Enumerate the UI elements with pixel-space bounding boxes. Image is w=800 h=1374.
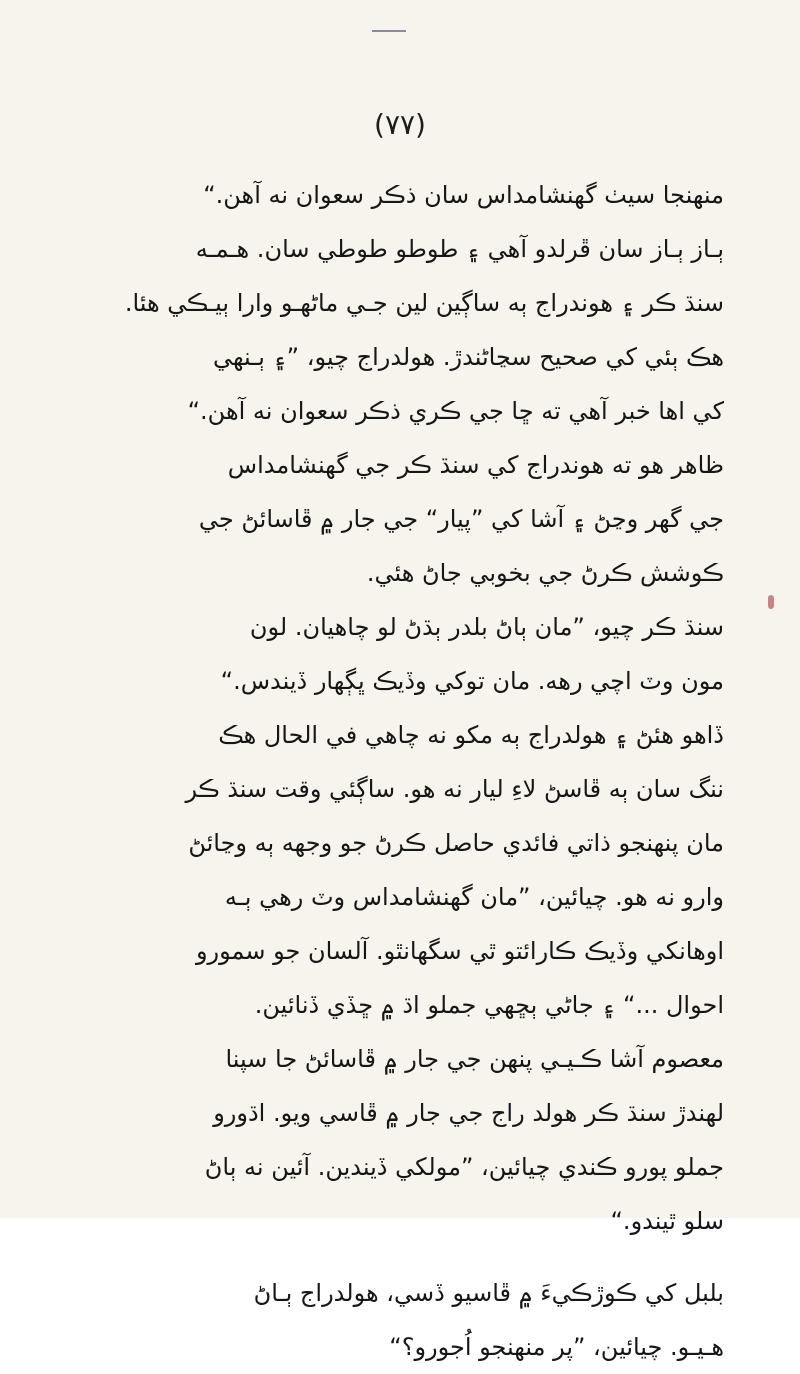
text-line: ڏاهو هئڻ ۽ هولدراج ٻه مکو نه چاهي في الحال هڪ [218,721,724,749]
text-line: هـيـو. چيائين، ”پر منهنجو اُجورو؟“ [389,1333,724,1361]
text-line: سنڌ ڪر ۽ هوندراج ٻه ساڳين لين جـي ماڻهـو وارا ٻيـڪي هئا. [124,289,724,317]
text-line: بلبل کي ڪوڙڪيءَ ۾ ڦاسيو ڏسي، هولدراج ٻـاڻ [253,1279,724,1307]
text-line: ننگ سان ٻه ڦاسڻ لاءِ ليار نه هو. ساڳئي وقت سنڌ ڪر [185,775,724,803]
text-line: مون وٽ اچي رهه. مان توکي وڏيڪ ڀڳهار ڏيندس.“ [220,667,724,695]
text-line: جي گهر وڃڻ ۽ آشا کي ”پيار“ جي جار ۾ ڦاسائڻ جي [198,505,724,533]
text-line: لهندڙ سنڌ ڪر هولد راج جي جار ۾ ڦاسي ويو. اڌورو [213,1099,724,1127]
body-text [92,168,724,1374]
text-line: جملو پورو ڪندي چيائين، ”مولکي ڏيندين. آئين نه ٻاڻ [204,1153,724,1181]
text-line: کي اها خبر آهي ته ڇا جي ڪري ذڪر سعوان نه آهن.“ [187,397,724,425]
text-line: اوهانکي وڏيڪ ڪارائتو ٿي سگهانٿو. آلسان جو سمورو [195,937,724,965]
text-line: مان پنهنجو ذاتي فائدي حاصل ڪرڻ جو وجهه ٻه وڃائڻ [188,829,724,857]
text-line: ٻـاز ٻـاز سان ڦرلدو آهي ۽ طوطو طوطي سان. هـمـه [195,235,724,263]
text-line: هڪ ٻئي کي صحيح سڃاڻندڙ. هولدراج چيو، ”۽ ٻـنهي [212,343,724,371]
text-line: سنڌ ڪر چيو، ”مان ٻاڻ بلدر ٻڌڻ لو چاهيان. لون [249,613,724,641]
text-line: سلو ٿيندو.“ [610,1207,724,1235]
ink-mark-top [372,30,406,32]
text-line: ظاهر هو ته هوندراج کي سنڌ ڪر جي گهنشامداس [227,451,724,479]
text-line: وارو نه هو. چيائين، ”مان گهنشامداس وٽ رهي ٻـه [224,883,724,911]
text-line: ڪوشش ڪرڻ جي بخوبي جاڻ هئي. [366,559,724,587]
text-line: منهنجا سيٺ گهنشامداس سان ذڪر سعوان نه آهن.“ [203,181,724,209]
page-number: (٧٧) [374,108,426,141]
ink-mark-margin [768,595,774,609]
text-line: معصوم آشا ڪـيـي پنهن جي جار ۾ ڦاسائڻ جا سپنا [225,1045,724,1073]
text-line: احوال ...“ ۽ جاڻي ٻڇهي جملو اڌ ۾ ڇڏي ڏنائين. [254,991,724,1019]
